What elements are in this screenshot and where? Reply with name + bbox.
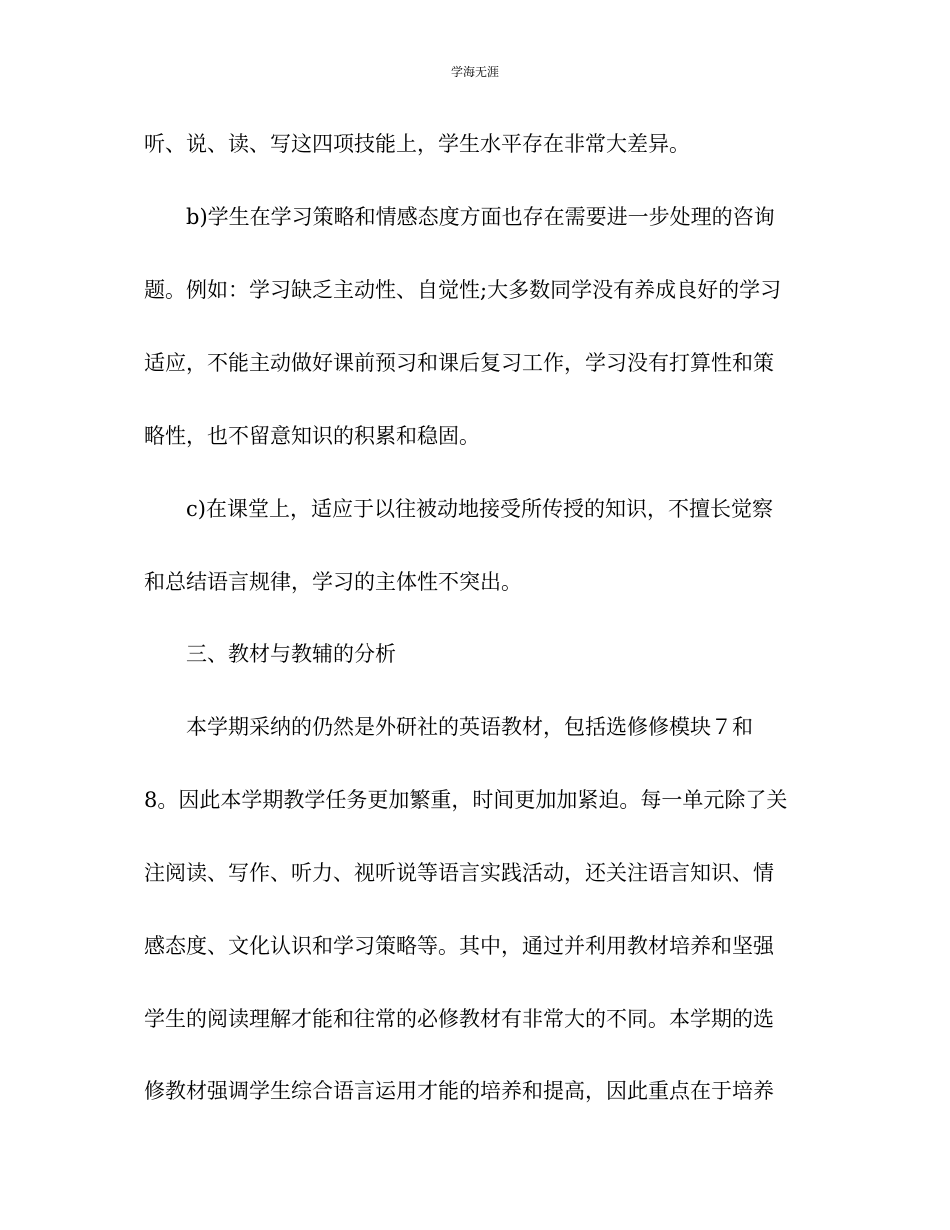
text-line: 感态度、文化认识和学习策略等。其中，通过并利用教材培养和坚强 <box>144 934 774 958</box>
text-line: 题。例如：学习缺乏主动性、自觉性;大多数同学没有养成良好的学习 <box>144 278 782 302</box>
text-line: 听、说、读、写这四项技能上，学生水平存在非常大差异。 <box>144 132 690 156</box>
text-line: 和总结语言规律，学习的主体性不突出。 <box>144 570 522 594</box>
text-line: 略性，也不留意知识的积累和稳固。 <box>144 424 480 448</box>
text-line: 适应，不能主动做好课前预习和课后复习工作，学习没有打算性和策 <box>144 351 774 375</box>
page-header: 学海无涯 <box>450 65 499 79</box>
text-line: 8。因此本学期教学任务更加繁重，时间更加加紧迫。每一单元除了关 <box>144 788 788 812</box>
text-line: 注阅读、写作、听力、视听说等语言实践活动，还关注语言知识、情 <box>144 861 774 885</box>
text-line: 修教材强调学生综合语言运用才能的培养和提高，因此重点在于培养 <box>144 1079 774 1103</box>
text-line: c)在课堂上，适应于以往被动地接受所传授的知识，不擅长觉察 <box>186 497 773 521</box>
section-heading: 三、教材与教辅的分析 <box>186 642 396 666</box>
text-line: 学生的阅读理解才能和往常的必修教材有非常大的不同。本学期的选 <box>144 1007 774 1031</box>
text-line: 本学期采纳的仍然是外研社的英语教材，包括选修修模块７和 <box>186 715 753 739</box>
text-line: b)学生在学习策略和情感态度方面也存在需要进一步处理的咨询 <box>186 205 775 229</box>
